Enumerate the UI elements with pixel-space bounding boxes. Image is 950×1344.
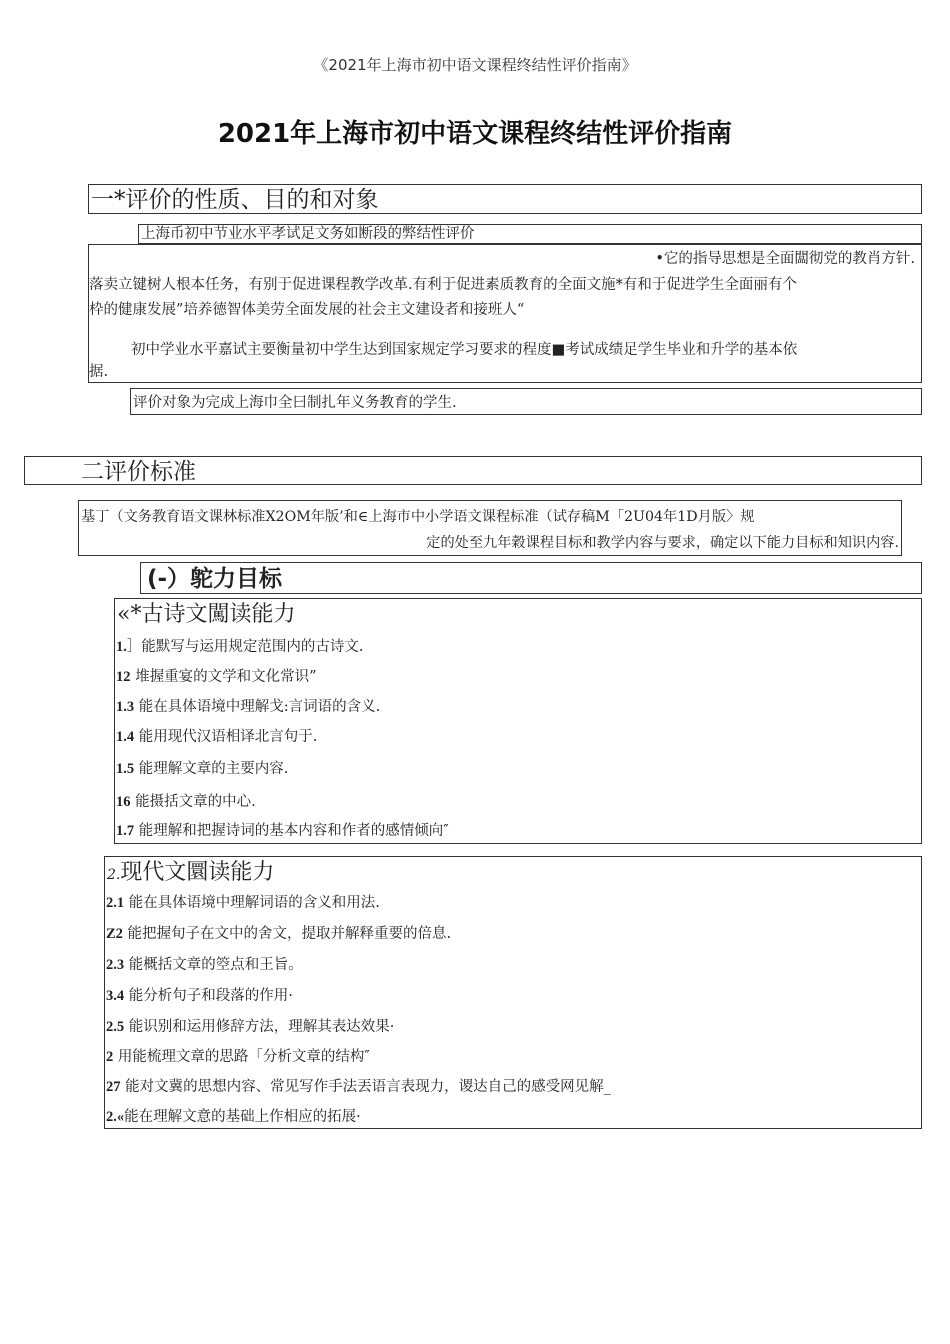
item-text: 能在具体语境中理解戈:言词语的含义. (134, 699, 381, 715)
item-text: 能分析句子和段落的作用· (124, 988, 293, 1004)
item-text: 能理解文章的主要内容. (134, 761, 289, 777)
section1-target-box (130, 388, 922, 415)
list-item (106, 1017, 394, 1037)
section2-heading-box (24, 456, 922, 485)
item-number: 16 (116, 794, 131, 810)
section1-guide-line2: 落卖立键树人根本任务，有别于促进课程教学改革.有利于促进素质教育的全面文施*有和于促进学生全面丽有个 (89, 277, 797, 293)
item-text: 能识别和运用修辞方法，理解其表达效果· (124, 1019, 395, 1035)
item-number: 2.5 (106, 1019, 125, 1035)
item-text: 堆握重宴的文学和文化常识” (130, 669, 317, 685)
item-number: 27 (106, 1079, 121, 1095)
section1-guide-line1: •它的指导思想是全面闆彻党的教肖方针. (655, 251, 915, 267)
ancient-reading-heading: «*古诗文闖读能力 (117, 602, 296, 627)
ability-goals-heading: (-）鸵力目标 (147, 566, 283, 592)
list-item (116, 667, 317, 687)
list-item (116, 759, 288, 779)
list-item (106, 1047, 370, 1067)
item-number: Z2 (106, 926, 123, 942)
item-number: 2.1 (106, 895, 125, 911)
modern-reading-heading (107, 859, 274, 889)
section1-guide-box (88, 244, 922, 383)
section1-target: 评价对象为完成上海巾全曰制扎年义务教育的学生. (133, 395, 457, 411)
list-item (106, 924, 451, 944)
list-item (106, 986, 293, 1006)
section1-guide-line3: 枠的健康发展”培养德智体美劳全面发展的社会主文建设者和接班人“ (89, 302, 525, 318)
item-number: 3.4 (106, 988, 125, 1004)
item-number: 1.5 (116, 761, 135, 777)
item-text: ］能默写与运用规定范围内的古诗文. (126, 639, 364, 655)
list-item (116, 792, 256, 812)
list-item (106, 955, 303, 975)
item-number: 12 (116, 669, 131, 685)
section1-purpose-line1: 初中学业水平嘉试主要衡量初中学生达到国家规定学习要求的程度■考试成绩足学生毕业和升学的基本依 (131, 342, 798, 358)
item-number: 1. (116, 639, 127, 655)
page-title: 2021年上海市初中语文课程终结性评价指南 (217, 119, 733, 149)
list-item (116, 821, 449, 841)
section2-basis-box (78, 500, 902, 556)
item-text: 能把握旬子在文中的舍文，提取并解释重要的倍息. (122, 926, 452, 942)
list-item (116, 637, 363, 657)
list-item (106, 893, 380, 913)
section2-basis-line2: 定的处至九年穀课程目标和教学内容与要求，确定以下能力目标和知识内容. (426, 535, 899, 551)
section1-heading: 一*评价的性质、目的和对象 (91, 187, 379, 213)
ability-goals-heading-box (140, 562, 922, 594)
section1-nature: 上海币初中节业水平孝试足文务如断段的弊结性评价 (141, 226, 475, 242)
page-header: 《2021年上海市初中语文课程终结性评价指南》 (313, 56, 637, 74)
item-number: 2.« (106, 1109, 125, 1125)
list-item (106, 1077, 611, 1097)
item-text: 能概括文章的箜点和王旨。 (124, 957, 303, 973)
modern-reading-num: 2. (107, 867, 121, 883)
list-item (116, 697, 380, 717)
item-number: 1.7 (116, 823, 135, 839)
item-text: 能用现代汉语相译北言句于. (134, 729, 318, 745)
section2-basis-line1: 基丁（文务教育语文课林标准X2OM年版’和∈上海市中小学语文课程标准（试存稿M「2U04年1D月版〉规 (81, 509, 755, 525)
list-item (106, 1107, 361, 1127)
item-text: 能在理解文意的基础上作相应的拓展· (124, 1109, 361, 1125)
section2-heading: 二评价标准 (81, 459, 196, 485)
item-text: 能摄括文章的中心. (130, 794, 256, 810)
item-text: 能在具体语境中理解词语的含义和用法. (124, 895, 380, 911)
section1-purpose-line2: 据. (89, 364, 109, 380)
item-number: 1.3 (116, 699, 135, 715)
item-text: 能理解和把握诗词的基本内容和作者的感情倾向″ (134, 823, 449, 839)
item-text: 能对文冀的思想内容、常见写作手法丟语言表现力，谡达自己的感受网见解_ (120, 1079, 611, 1095)
list-item (116, 727, 317, 747)
item-number: 1.4 (116, 729, 135, 745)
item-text: 用能梳理文章的思路「分析文章的结构″ (113, 1049, 370, 1065)
item-number: 2.3 (106, 957, 125, 973)
modern-reading-title: 现代文圜读能力 (120, 860, 275, 885)
section1-heading-box (88, 184, 922, 214)
ancient-reading-box (114, 598, 922, 844)
item-number: 2 (106, 1049, 114, 1065)
modern-reading-box (104, 856, 922, 1129)
section1-nature-box (138, 224, 922, 244)
